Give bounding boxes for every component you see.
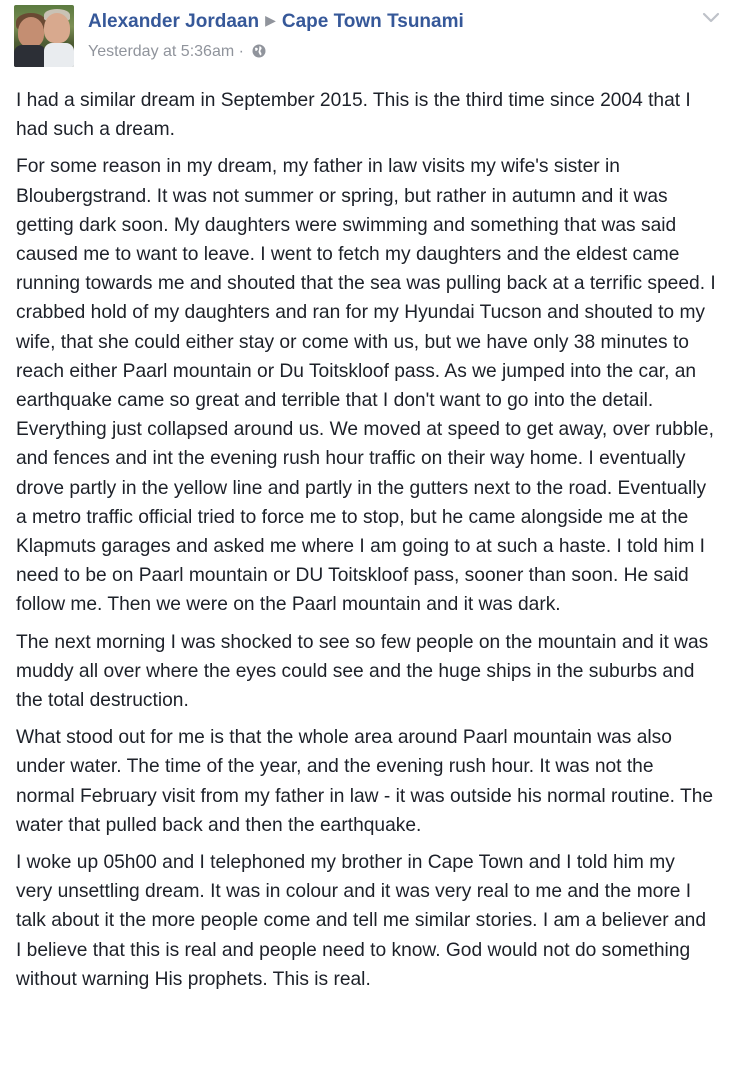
post-paragraph: I woke up 05h00 and I telephoned my brother in Cape Town and I told him my very unsettling dream. It was in colour and it was very real to me and the more I talk about it the more people come and tell me similar stories. I am a believer and I believe that this is real and people need to know. God would not do something without warning His prophets. This is real. <box>16 852 707 990</box>
avatar-person-body <box>14 45 46 67</box>
post-meta <box>88 43 266 63</box>
post-title-line <box>88 11 464 33</box>
avatar-person-body <box>44 43 74 67</box>
avatar-person-face <box>44 13 70 43</box>
timestamp-link[interactable]: Yesterday at 5:36am <box>88 43 235 60</box>
post-paragraph: The next morning I was shocked to see so few people on the mountain and it was muddy all over where the eyes could see and the huge ships in the suburbs and the total destruction. <box>16 631 709 712</box>
post-paragraph: What stood out for me is that the whole area around Paarl mountain was also under water. The time of the year, and the evening rush hour. It was not the normal February visit from my father in law - it was outside his normal routine. The water that pulled back and then the earthquake. <box>16 727 714 836</box>
author-avatar[interactable] <box>14 5 74 67</box>
avatar-person-face <box>18 17 44 47</box>
post-header <box>14 5 720 71</box>
post-paragraph: For some reason in my dream, my father in law visits my wife's sister in Bloubergstrand. It was not summer or spring, but rather in autumn and it was getting dark soon. My daughters were swimming and something that was said caused me to want to leave. I went to fetch my daughters and the eldest came running towards me and shouted that the sea was pulling back at a terrific speed. I crabbed hold of my daughters and ran for my Hyundai Tucson and shouted to my wife, that she could either stay or come with us, but we have only 38 minutes to reach either Paarl mountain or Du Toitskloof pass. As we jumped into the car, an earthquake came so great and terrible that I don't want to go into the detail. Everything just collapsed around us. We moved at speed to get away, over rubble, and fences and int the evening rush hour traffic on their way home. I eventually drove partly in the yellow line and partly in the gutters next to the road. Eventually a metro traffic official tried to force me to stop, but he came alongside me at the Klapmuts garages and asked me where I am going to at such a haste. I told him I need to be on Paarl mountain or DU Toitskloof pass, sooner than soon. He said follow me. Then we were on the Paarl mountain and it was dark. <box>16 156 716 616</box>
globe-icon[interactable] <box>252 44 266 63</box>
post-body <box>16 86 716 1002</box>
group-name-link[interactable]: Cape Town Tsunami <box>281 11 464 32</box>
chevron-down-icon[interactable] <box>702 11 720 25</box>
meta-separator: · <box>238 43 244 60</box>
post-paragraph: I had a similar dream in September 2015. This is the third time since 2004 that I had such a dream. <box>16 90 691 141</box>
play-arrow-icon: ▶ <box>265 12 276 28</box>
chevron-down-svg <box>702 11 720 25</box>
author-name-link[interactable]: Alexander Jordaan <box>88 11 260 32</box>
globe-icon-svg <box>252 44 266 58</box>
